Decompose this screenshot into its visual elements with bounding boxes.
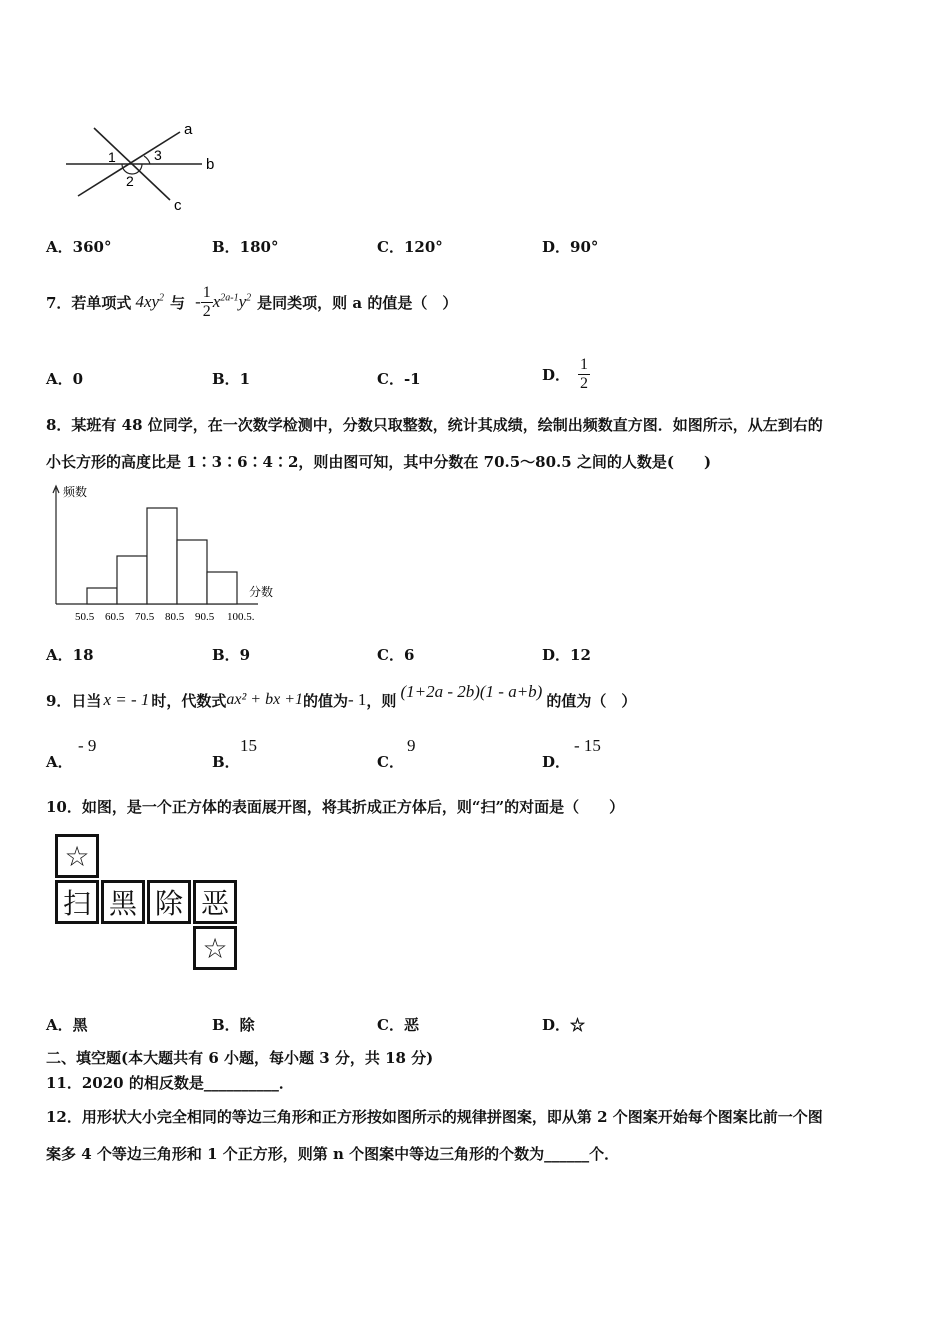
q6-lines-figure: [60, 118, 230, 218]
q10-option-c[interactable]: C．恶: [377, 1016, 419, 1034]
label-c: c: [174, 197, 182, 214]
q12-line2: 案多 4 个等边三角形和 1 个正方形，则第 n 个图案中等边三角形的个数为______个．: [46, 1145, 620, 1163]
q8-option-b[interactable]: B．9: [212, 646, 251, 664]
q7-suffix: 是同类项，则 a 的值是（ ）: [257, 293, 458, 312]
histogram-bar: [207, 572, 237, 604]
histogram-bar: [87, 588, 117, 604]
q7-prefix: 7．若单项式: [46, 293, 132, 312]
q9-suffix: 的值为（ ）: [546, 691, 637, 710]
q9-question: [46, 680, 636, 720]
q7-term2: $x^{2a-1}y^2$: [212, 292, 252, 311]
q11-question: 11．2020 的相反数是__________．: [46, 1074, 294, 1092]
histogram-bar: [177, 540, 207, 604]
cube-cell-hei: 黑: [101, 880, 145, 924]
q9-option-b[interactable]: [212, 736, 332, 772]
label-3: 3: [154, 147, 162, 163]
q9-option-c[interactable]: [377, 736, 497, 772]
q7-option-d-fraction: $\frac{1}{2}$: [580, 355, 589, 392]
q9-option-a[interactable]: [46, 736, 166, 772]
histogram-bars: [87, 508, 237, 604]
q9-expression: ax² + bx +1: [226, 691, 303, 708]
histogram-ylabel: 频数: [63, 485, 88, 499]
cube-cell-e: 恶: [193, 880, 237, 924]
q9-option-a-label: A．: [46, 753, 73, 771]
q9-option-d[interactable]: [542, 736, 662, 772]
q9-mid3: ，则: [366, 691, 397, 710]
q7-fraction: $\frac{1}{2}$: [202, 283, 211, 320]
q9-option-a-value: - 9: [78, 736, 97, 755]
histogram-tick-labels: [75, 611, 255, 623]
q8-option-d[interactable]: D．12: [542, 646, 591, 664]
label-b: b: [206, 156, 215, 173]
q9-condition: x = - 1: [103, 690, 150, 709]
label-2: 2: [126, 173, 134, 189]
q9-option-d-label: D．: [542, 753, 571, 771]
q8-line1: 8．某班有 48 位同学，在一次数学检测中，分数只取整数，统计其成绩，绘制出频数直方图．如图所示，从左到右的: [46, 416, 823, 434]
cube-cell-chu: 除: [147, 880, 191, 924]
histogram-xlabel: 分数: [249, 585, 274, 599]
histogram-tick-label: 80.5: [165, 611, 185, 623]
cube-cell-sao: 扫: [55, 880, 99, 924]
q10-option-a[interactable]: A．黑: [46, 1016, 88, 1034]
q7-term1: $4xy^2$: [135, 292, 165, 311]
histogram-tick-label: 70.5: [135, 611, 155, 623]
q9-option-d-value: - 15: [574, 736, 601, 755]
q7-option-d-label: D．: [542, 365, 571, 384]
q7-question: [46, 272, 457, 332]
q10-question: 10．如图，是一个正方体的表面展开图，将其折成正方体后，则“扫”的对面是（ ）: [46, 798, 625, 816]
histogram-tick-label: 100.5.: [227, 611, 255, 623]
q6-option-b[interactable]: B．180°: [212, 238, 279, 256]
q7-minus: -: [195, 292, 201, 311]
q6-option-c[interactable]: C．120°: [377, 238, 443, 256]
histogram-bar: [117, 556, 147, 604]
q6-option-d[interactable]: D．90°: [542, 238, 599, 256]
histogram-tick-label: 90.5: [195, 611, 215, 623]
q8-histogram: [44, 480, 284, 630]
cube-net: [55, 834, 245, 978]
angle-arc-3: [144, 156, 150, 164]
q8-option-c[interactable]: C．6: [377, 646, 415, 664]
q9-option-b-label: B．: [212, 753, 240, 771]
q9-option-c-label: C．: [377, 753, 404, 771]
q7-connector: 与: [170, 293, 186, 312]
q9-mid: 时，代数式: [151, 691, 227, 710]
q9-prefix: 9．日当: [46, 691, 102, 710]
q9-option-c-value: 9: [407, 736, 416, 755]
q12-line1: 12．用形状大小完全相同的等边三角形和正方形按如图所示的规律拼图案，即从第 2 个图案开始每个图案比前一个图: [46, 1108, 823, 1126]
cube-cell-star-bottom: ☆: [193, 926, 237, 970]
q7-option-a[interactable]: A．0: [46, 370, 84, 388]
q8-line2: 小长方形的高度比是 1∶3∶6∶4∶2，则由图可知，其中分数在 70.5～80.5 之间的人数是( ): [46, 453, 712, 471]
q9-mid2: 的值为: [302, 691, 348, 710]
q8-option-a[interactable]: A．18: [46, 646, 94, 664]
label-a: a: [184, 121, 193, 138]
q9-expression2: (1+2a - 2b)(1 - a+b): [400, 682, 543, 701]
q6-option-a[interactable]: A．360°: [46, 238, 112, 256]
cube-cell-star-top: ☆: [55, 834, 99, 878]
q9-value: - 1: [348, 690, 367, 709]
histogram-tick-label: 50.5: [75, 611, 95, 623]
q9-option-b-value: 15: [240, 736, 257, 755]
q10-option-d[interactable]: D．☆: [542, 1016, 586, 1034]
histogram-bar: [147, 508, 177, 604]
label-1: 1: [108, 149, 116, 165]
q7-option-c[interactable]: C．-1: [377, 370, 421, 388]
q10-option-b[interactable]: B．除: [212, 1016, 255, 1034]
q7-option-b[interactable]: B．1: [212, 370, 251, 388]
q7-option-d[interactable]: [542, 352, 590, 396]
histogram-tick-label: 60.5: [105, 611, 125, 623]
section2-title: 二、填空题(本大题共有 6 小题，每小题 3 分，共 18 分): [46, 1049, 434, 1067]
